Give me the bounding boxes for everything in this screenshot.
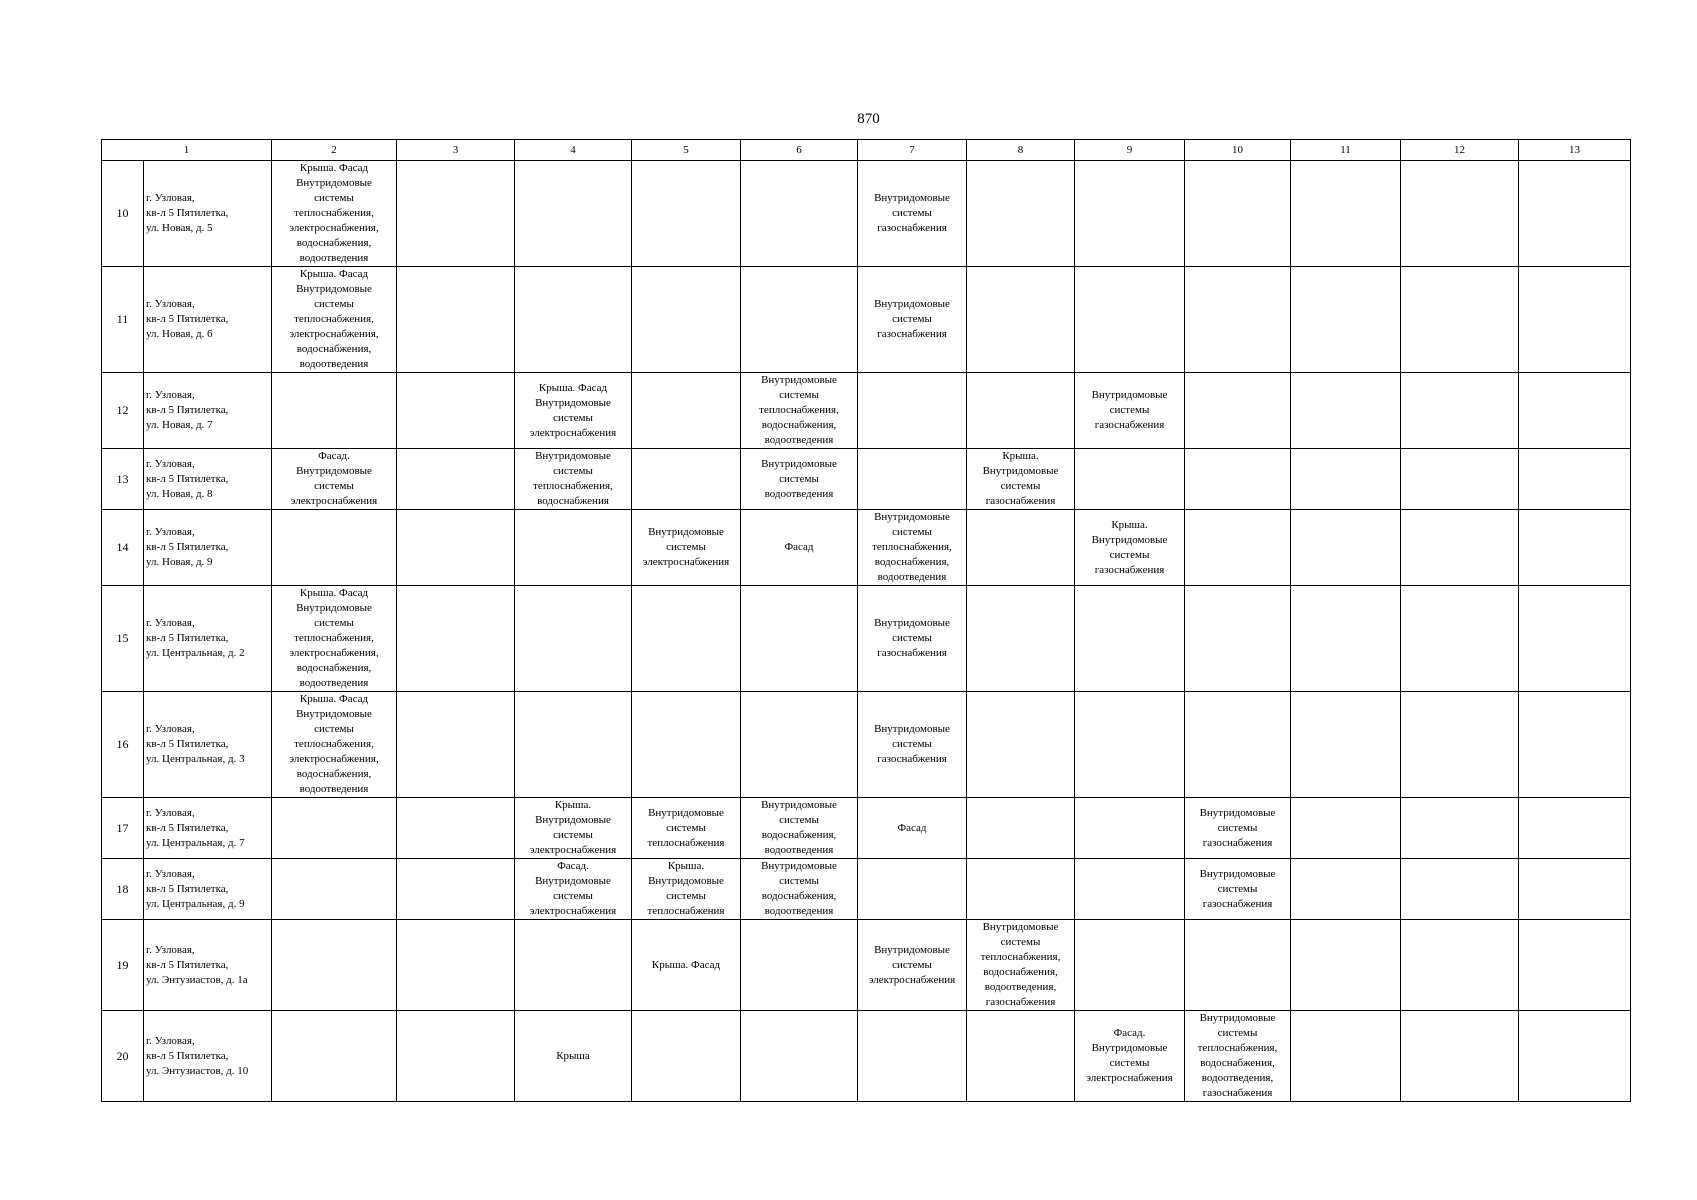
row-number: 12 [102,373,144,449]
column-header-8: 8 [967,140,1075,161]
work-cell-col-10: Внутридомовые системы теплоснабжения, водоснабжения, водоотведения, газоснабжения [1185,1011,1291,1102]
row-number: 10 [102,161,144,267]
work-cell-col-11 [1291,692,1401,798]
work-cell-col-2 [272,920,397,1011]
work-cell-col-4: Внутридомовые системы теплоснабжения, водоснабжения [515,449,632,510]
work-cell-col-5 [632,1011,741,1102]
work-cell-col-9 [1075,586,1185,692]
page-number: 870 [857,111,880,127]
column-header-2: 2 [272,140,397,161]
work-cell-col-4 [515,510,632,586]
work-cell-col-13 [1519,161,1631,267]
work-cell-col-6 [741,920,858,1011]
work-cell-col-13 [1519,510,1631,586]
work-cell-col-6: Внутридомовые системы водоснабжения, водоотведения [741,798,858,859]
work-cell-col-13 [1519,373,1631,449]
address-cell: г. Узловая, кв-л 5 Пятилетка, ул. Центральная, д. 3 [144,692,272,798]
work-cell-col-5: Внутридомовые системы теплоснабжения [632,798,741,859]
work-cell-col-2: Крыша. Фасад Внутридомовые системы теплоснабжения, электроснабжения, водоснабжения, водоотведения [272,161,397,267]
work-cell-col-12 [1401,449,1519,510]
work-cell-col-12 [1401,161,1519,267]
schedule-table [101,139,1631,1102]
work-cell-col-7: Внутридомовые системы газоснабжения [858,267,967,373]
work-cell-col-4: Фасад. Внутридомовые системы электроснабжения [515,859,632,920]
work-cell-col-13 [1519,586,1631,692]
work-cell-col-7 [858,449,967,510]
table-row [102,510,1631,586]
work-cell-col-11 [1291,510,1401,586]
work-cell-col-3 [397,1011,515,1102]
row-number: 11 [102,267,144,373]
address-cell: г. Узловая, кв-л 5 Пятилетка, ул. Новая, д. 9 [144,510,272,586]
work-cell-col-11 [1291,373,1401,449]
work-cell-col-11 [1291,1011,1401,1102]
row-number: 19 [102,920,144,1011]
work-cell-col-7 [858,373,967,449]
work-cell-col-10: Внутридомовые системы газоснабжения [1185,798,1291,859]
work-cell-col-3 [397,161,515,267]
work-cell-col-8: Внутридомовые системы теплоснабжения, водоснабжения, водоотведения, газоснабжения [967,920,1075,1011]
work-cell-col-7: Фасад [858,798,967,859]
address-cell: г. Узловая, кв-л 5 Пятилетка, ул. Энтузиастов, д. 10 [144,1011,272,1102]
column-header-6: 6 [741,140,858,161]
work-cell-col-5: Внутридомовые системы электроснабжения [632,510,741,586]
work-cell-col-2: Крыша. Фасад Внутридомовые системы теплоснабжения, электроснабжения, водоснабжения, водоотведения [272,692,397,798]
work-cell-col-9 [1075,692,1185,798]
column-header-12: 12 [1401,140,1519,161]
address-cell: г. Узловая, кв-л 5 Пятилетка, ул. Энтузиастов, д. 1а [144,920,272,1011]
work-cell-col-7: Внутридомовые системы газоснабжения [858,692,967,798]
table-row [102,586,1631,692]
work-cell-col-4: Крыша [515,1011,632,1102]
work-cell-col-9 [1075,267,1185,373]
work-cell-col-2: Крыша. Фасад Внутридомовые системы теплоснабжения, электроснабжения, водоснабжения, водоотведения [272,586,397,692]
work-cell-col-2: Фасад. Внутридомовые системы электроснабжения [272,449,397,510]
column-header-11: 11 [1291,140,1401,161]
address-cell: г. Узловая, кв-л 5 Пятилетка, ул. Новая, д. 8 [144,449,272,510]
work-cell-col-9 [1075,161,1185,267]
table-row [102,692,1631,798]
work-cell-col-6: Фасад [741,510,858,586]
work-cell-col-4 [515,267,632,373]
table-row [102,373,1631,449]
work-cell-col-3 [397,692,515,798]
work-cell-col-5 [632,267,741,373]
work-cell-col-10 [1185,267,1291,373]
work-cell-col-2 [272,510,397,586]
column-header-1: 1 [102,140,272,161]
work-cell-col-9 [1075,859,1185,920]
work-cell-col-10: Внутридомовые системы газоснабжения [1185,859,1291,920]
work-cell-col-4: Крыша. Внутридомовые системы электроснабжения [515,798,632,859]
row-number: 13 [102,449,144,510]
work-cell-col-5 [632,586,741,692]
work-cell-col-12 [1401,859,1519,920]
work-cell-col-8 [967,1011,1075,1102]
work-cell-col-3 [397,373,515,449]
table-row [102,859,1631,920]
address-cell: г. Узловая, кв-л 5 Пятилетка, ул. Центральная, д. 9 [144,859,272,920]
work-cell-col-9 [1075,449,1185,510]
row-number: 20 [102,1011,144,1102]
work-cell-col-9: Внутридомовые системы газоснабжения [1075,373,1185,449]
work-cell-col-9 [1075,920,1185,1011]
work-cell-col-5: Крыша. Внутридомовые системы теплоснабжения [632,859,741,920]
work-cell-col-3 [397,920,515,1011]
column-header-7: 7 [858,140,967,161]
work-cell-col-9 [1075,798,1185,859]
work-cell-col-3 [397,449,515,510]
work-cell-col-7: Внутридомовые системы электроснабжения [858,920,967,1011]
work-cell-col-10 [1185,449,1291,510]
work-cell-col-11 [1291,920,1401,1011]
work-cell-col-2 [272,859,397,920]
work-cell-col-8 [967,267,1075,373]
work-cell-col-4 [515,586,632,692]
work-cell-col-6 [741,692,858,798]
work-cell-col-12 [1401,267,1519,373]
work-cell-col-2: Крыша. Фасад Внутридомовые системы теплоснабжения, электроснабжения, водоснабжения, водоотведения [272,267,397,373]
column-header-13: 13 [1519,140,1631,161]
address-cell: г. Узловая, кв-л 5 Пятилетка, ул. Центральная, д. 7 [144,798,272,859]
work-cell-col-13 [1519,449,1631,510]
work-cell-col-11 [1291,449,1401,510]
address-cell: г. Узловая, кв-л 5 Пятилетка, ул. Новая, д. 5 [144,161,272,267]
work-cell-col-13 [1519,859,1631,920]
work-cell-col-9: Фасад. Внутридомовые системы электроснабжения [1075,1011,1185,1102]
work-cell-col-8 [967,161,1075,267]
work-cell-col-8 [967,692,1075,798]
table-row [102,267,1631,373]
work-cell-col-12 [1401,920,1519,1011]
work-cell-col-8 [967,859,1075,920]
work-cell-col-4 [515,161,632,267]
column-header-5: 5 [632,140,741,161]
table-row [102,1011,1631,1102]
work-cell-col-3 [397,267,515,373]
column-header-4: 4 [515,140,632,161]
work-cell-col-11 [1291,798,1401,859]
address-cell: г. Узловая, кв-л 5 Пятилетка, ул. Новая, д. 7 [144,373,272,449]
work-cell-col-13 [1519,798,1631,859]
work-cell-col-12 [1401,510,1519,586]
row-number: 15 [102,586,144,692]
work-cell-col-13 [1519,267,1631,373]
work-cell-col-11 [1291,586,1401,692]
work-cell-col-12 [1401,798,1519,859]
row-number: 18 [102,859,144,920]
work-cell-col-5 [632,449,741,510]
work-cell-col-6: Внутридомовые системы теплоснабжения, водоснабжения, водоотведения [741,373,858,449]
work-cell-col-12 [1401,1011,1519,1102]
work-cell-col-6 [741,586,858,692]
work-cell-col-6 [741,267,858,373]
work-cell-col-10 [1185,920,1291,1011]
work-cell-col-6: Внутридомовые системы водоотведения [741,449,858,510]
work-cell-col-10 [1185,510,1291,586]
work-cell-col-3 [397,586,515,692]
work-cell-col-3 [397,798,515,859]
work-cell-col-7: Внутридомовые системы газоснабжения [858,586,967,692]
work-cell-col-5: Крыша. Фасад [632,920,741,1011]
work-cell-col-5 [632,373,741,449]
work-cell-col-10 [1185,161,1291,267]
row-number: 17 [102,798,144,859]
work-cell-col-4 [515,692,632,798]
table-row [102,449,1631,510]
work-cell-col-8: Крыша. Внутридомовые системы газоснабжения [967,449,1075,510]
work-cell-col-7: Внутридомовые системы газоснабжения [858,161,967,267]
work-cell-col-3 [397,510,515,586]
work-cell-col-6: Внутридомовые системы водоснабжения, водоотведения [741,859,858,920]
work-cell-col-6 [741,161,858,267]
work-cell-col-8 [967,586,1075,692]
work-cell-col-3 [397,859,515,920]
column-header-9: 9 [1075,140,1185,161]
table-row [102,798,1631,859]
work-cell-col-13 [1519,692,1631,798]
work-cell-col-6 [741,1011,858,1102]
work-cell-col-5 [632,161,741,267]
table-row [102,161,1631,267]
work-cell-col-10 [1185,373,1291,449]
work-cell-col-5 [632,692,741,798]
work-cell-col-7 [858,1011,967,1102]
row-number: 14 [102,510,144,586]
work-cell-col-11 [1291,859,1401,920]
row-number: 16 [102,692,144,798]
work-cell-col-11 [1291,161,1401,267]
address-cell: г. Узловая, кв-л 5 Пятилетка, ул. Новая, д. 6 [144,267,272,373]
work-cell-col-12 [1401,586,1519,692]
work-cell-col-2 [272,1011,397,1102]
work-cell-col-4: Крыша. Фасад Внутридомовые системы электроснабжения [515,373,632,449]
work-cell-col-2 [272,798,397,859]
work-cell-col-7: Внутридомовые системы теплоснабжения, водоснабжения, водоотведения [858,510,967,586]
work-cell-col-10 [1185,586,1291,692]
table-row [102,920,1631,1011]
work-cell-col-9: Крыша. Внутридомовые системы газоснабжения [1075,510,1185,586]
work-cell-col-12 [1401,692,1519,798]
work-cell-col-8 [967,510,1075,586]
work-cell-col-13 [1519,920,1631,1011]
work-cell-col-8 [967,798,1075,859]
work-cell-col-12 [1401,373,1519,449]
work-cell-col-10 [1185,692,1291,798]
work-cell-col-2 [272,373,397,449]
address-cell: г. Узловая, кв-л 5 Пятилетка, ул. Центральная, д. 2 [144,586,272,692]
work-cell-col-11 [1291,267,1401,373]
column-header-3: 3 [397,140,515,161]
work-cell-col-13 [1519,1011,1631,1102]
work-cell-col-7 [858,859,967,920]
work-cell-col-8 [967,373,1075,449]
work-cell-col-4 [515,920,632,1011]
header-row [102,140,1631,161]
column-header-10: 10 [1185,140,1291,161]
